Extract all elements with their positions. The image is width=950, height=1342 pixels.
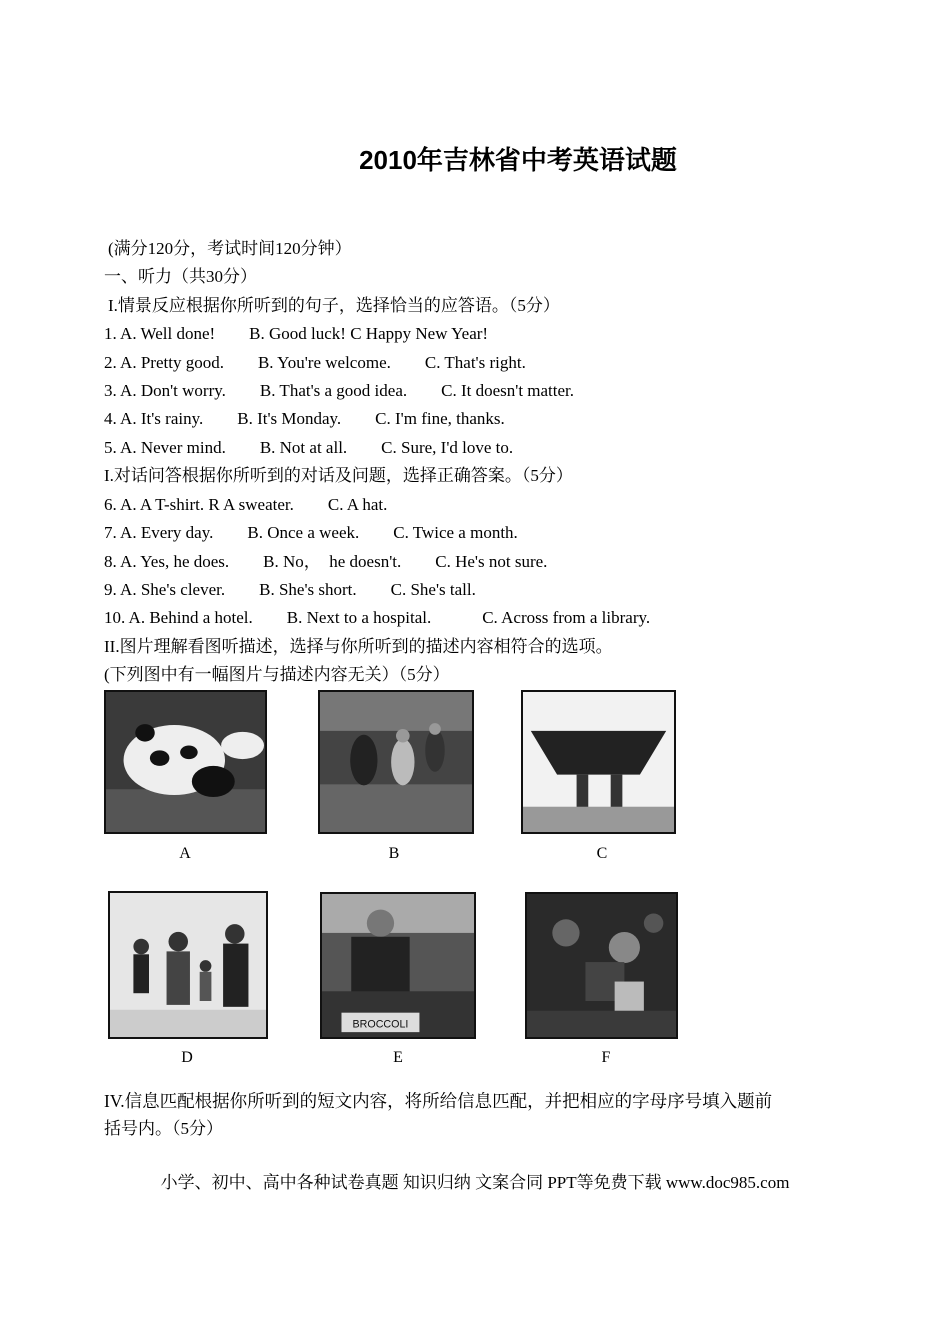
question-7: 7. A. Every day. B. Once a week. C. Twice a month. xyxy=(104,523,518,542)
picture-a-label: A xyxy=(179,845,191,862)
part-4-heading-cont: 括号内。（5分） xyxy=(104,1119,223,1138)
question-10: 10. A. Behind a hotel. B. Next to a hospital. C. Across from a library. xyxy=(104,608,651,627)
question-1: 1. A. Well done! B. Good luck! C Happy New Year! xyxy=(104,324,489,343)
part-4-heading: IV.信息匹配根据你所听到的短文内容，将所给信息匹配，并把相应的字母序号填入题前 xyxy=(104,1091,773,1111)
picture-e-label: E xyxy=(393,1049,403,1066)
picture-b-label: B xyxy=(388,845,400,862)
question-4: 4. A. It's rainy. B. It's Monday. C. I'm fine, thanks. xyxy=(104,409,505,428)
picture-d-label: D xyxy=(181,1049,193,1066)
question-8: 8. A. Yes, he does. B. No， he doesn't. C. He's not sure. xyxy=(104,552,548,571)
page-footer: 小学、初中、高中各种试卷真题 知识归纳 文案合同 PPT等免费下载 www.doc985.com xyxy=(160,1173,790,1192)
part-2-heading: I.对话问答根据你所听到的对话及问题，选择正确答案。（5分） xyxy=(104,466,573,485)
picture-f-crowd xyxy=(525,892,678,1039)
question-9: 9. A. She's clever. B. She's short. C. She's tall. xyxy=(104,580,476,599)
part-3-note: (下列图中有一幅图片与描述内容无关）（5分） xyxy=(104,665,450,684)
page-title: 2010年吉林省中考英语试题 xyxy=(359,145,677,175)
exam-info: (满分120分，考试时间120分钟） xyxy=(108,239,352,258)
picture-e-market xyxy=(320,892,476,1039)
part-1-heading: I.情景反应根据你所听到的句子，选择恰当的应答语。（5分） xyxy=(108,296,560,315)
picture-b-people xyxy=(318,690,474,834)
part-3-heading: II.图片理解看图听描述，选择与你所听到的描述内容相符合的选项。 xyxy=(104,637,613,656)
question-5: 5. A. Never mind. B. Not at all. C. Sure, I'd love to. xyxy=(104,438,514,457)
picture-f-label: F xyxy=(601,1049,611,1066)
picture-a-panda xyxy=(104,690,267,834)
question-6: 6. A. A T-shirt. R A sweater. C. A hat. xyxy=(104,495,388,514)
picture-c-label: C xyxy=(596,845,608,862)
picture-c-pavilion xyxy=(521,690,676,834)
picture-d-family xyxy=(108,891,268,1039)
question-3: 3. A. Don't worry. B. That's a good idea. C. It doesn't matter. xyxy=(104,381,575,400)
section-listening-heading: 一、听力（共30分） xyxy=(104,267,257,286)
question-2: 2. A. Pretty good. B. You're welcome. C. That's right. xyxy=(104,353,526,372)
broccoli-sign: BROCCOLI xyxy=(352,1018,409,1031)
